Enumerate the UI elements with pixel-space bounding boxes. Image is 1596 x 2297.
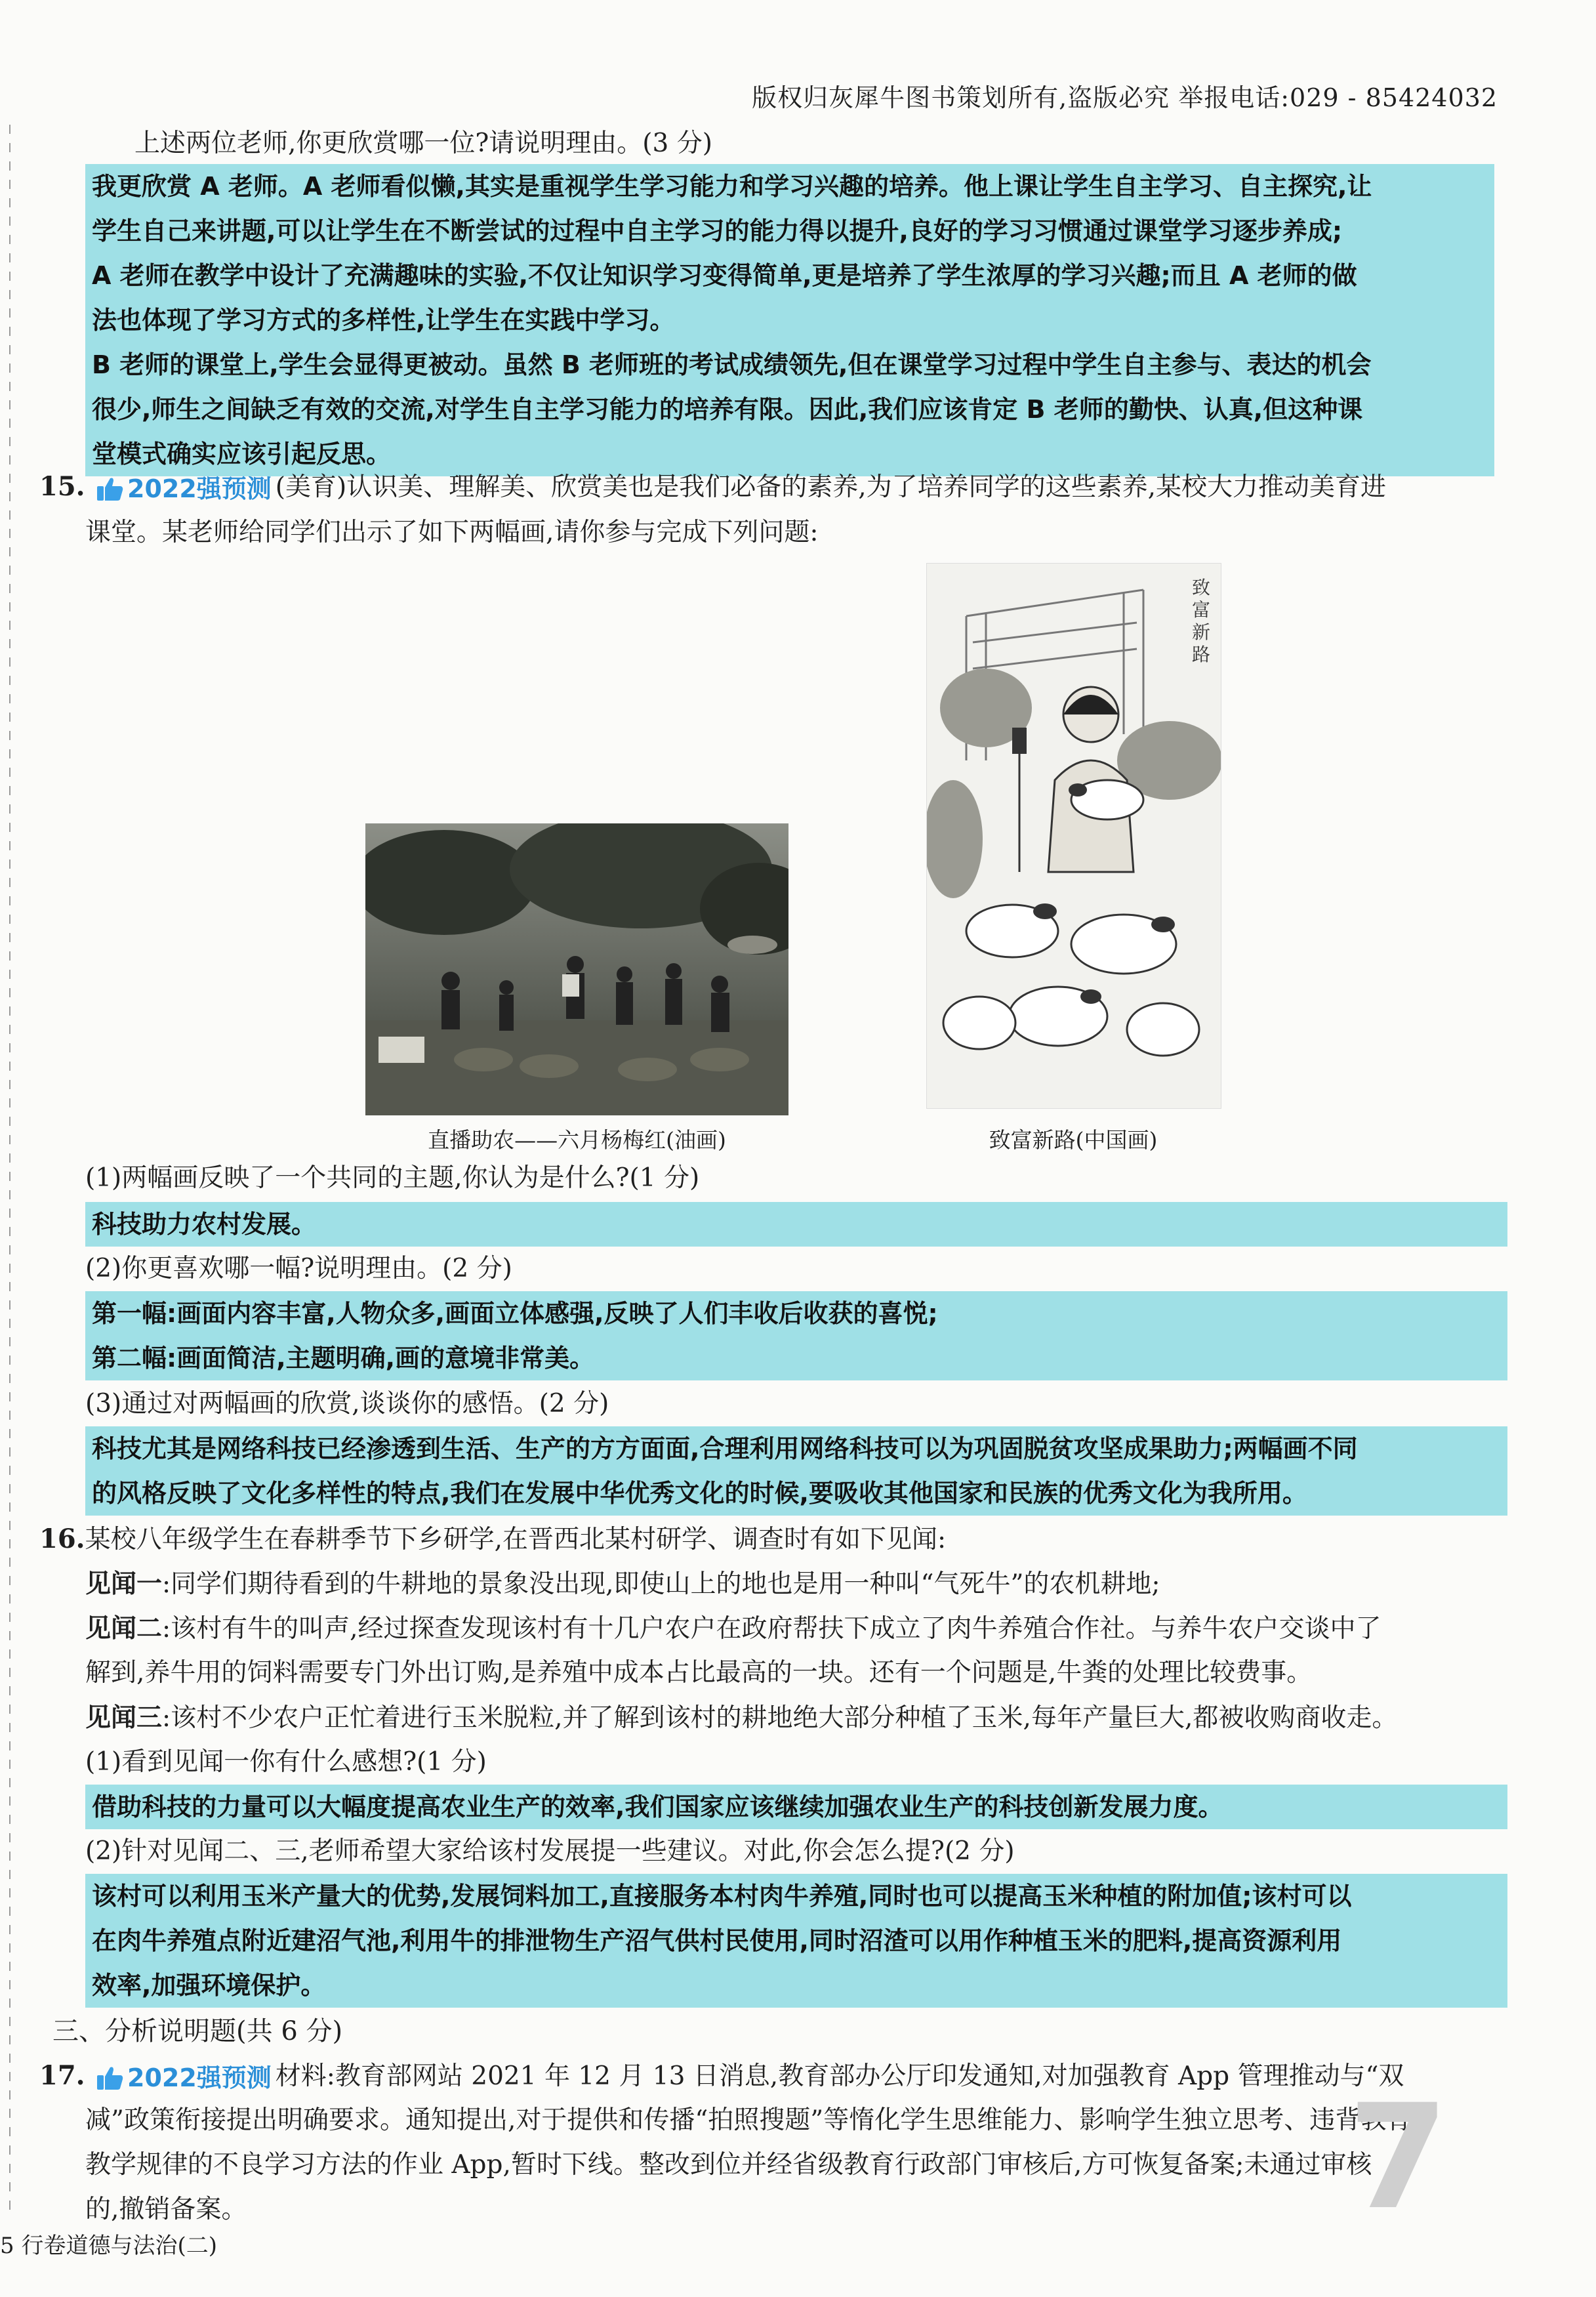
dashed-margin-line bbox=[9, 125, 10, 2211]
q16-sub2-answer bbox=[85, 1874, 1507, 2008]
painting-1-caption: 直播助农——六月杨梅红(油画) bbox=[428, 1127, 726, 1153]
q17-material-text: 材料:教育部网站 2021 年 12 月 13 日消息,教育部办公厅印发通知,对加强教育 App 管理推动与“双 bbox=[275, 2061, 1404, 2091]
question-number: 16. bbox=[39, 1523, 85, 1554]
q16-sub1-question: (1)看到见闻一你有什么感想?(1 分) bbox=[85, 1747, 487, 1777]
q16-sub2-question: (2)针对见闻二、三,老师希望大家给该村发展提一些建议。对此,你会怎么提?(2 分) bbox=[85, 1836, 1015, 1866]
q17-line1 bbox=[39, 2054, 1515, 2100]
answer-line: 我更欣赏 A 老师。A 老师看似懒,其实是重视学生学习能力和学习兴趣的培养。他上课让学生自主学习、自主探究,让 bbox=[92, 172, 1372, 201]
answer-line: 借助科技的力量可以大幅度提高农业生产的效率,我们国家应该继续加强农业生产的科技创新发展力度。 bbox=[92, 1792, 1223, 1821]
painting-road-to-wealth-image bbox=[927, 564, 1221, 1108]
q16-observation-1 bbox=[85, 1562, 1160, 1607]
q16-observation-3 bbox=[85, 1695, 1397, 1741]
question-number: 15. bbox=[39, 471, 85, 502]
q14-question: 上述两位老师,你更欣赏哪一位?请说明理由。(3 分) bbox=[134, 129, 712, 158]
painting-title: 致富新路 bbox=[1192, 577, 1211, 665]
page-watermark-digit: 7 bbox=[1348, 2073, 1449, 2241]
q17-line3: 教学规律的不良学习方法的作业 App,暂时下线。整改到位并经省级教育行政部门审核后,方可恢复备案;未通过审核 bbox=[85, 2150, 1372, 2180]
answer-line: 的风格反映了文化多样性的特点,我们在发展中华优秀文化的时候,要吸收其他国家和民族的优秀文化为我所用。 bbox=[92, 1479, 1307, 1508]
answer-line: 该村可以利用玉米产量大的优势,发展饲料加工,直接服务本村肉牛养殖,同时也可以提高玉米种植的附加值;该村可以 bbox=[92, 1882, 1352, 1911]
q15-stem-line2: 课堂。某老师给同学们出示了如下两幅画,请你参与完成下列问题: bbox=[85, 518, 819, 547]
observation-text: :该村有牛的叫声,经过探查发现该村有十几户农户在政府帮扶下成立了肉牛养殖合作社。与养牛农户交谈中了 bbox=[162, 1614, 1381, 1644]
q15-sub2-answer bbox=[85, 1291, 1507, 1380]
q16-observation-2b: 解到,养牛用的饲料需要专门外出订购,是养殖中成本占比最高的一块。还有一个问题是,牛粪的处理比较费事。 bbox=[85, 1658, 1313, 1687]
q16-sub1-answer bbox=[85, 1785, 1507, 1829]
thumbs-up-icon bbox=[96, 476, 125, 502]
q16-stem bbox=[39, 1517, 946, 1562]
prediction-badge bbox=[96, 2056, 272, 2100]
q14-answer bbox=[85, 164, 1494, 476]
badge-label: 2022强预测 bbox=[127, 2063, 272, 2092]
q15-stem bbox=[39, 465, 1496, 511]
answer-line: 科技尤其是网络科技已经渗透到生活、生产的方方面面,合理利用网络科技可以为巩固脱贫攻坚成果助力;两幅画不同 bbox=[92, 1434, 1358, 1463]
q17-line4: 的,撤销备案。 bbox=[85, 2195, 247, 2224]
section-heading: 三、分析说明题(共 6 分) bbox=[52, 2016, 343, 2046]
q15-sub3-answer bbox=[85, 1426, 1507, 1516]
q15-sub3-question: (3)通过对两幅画的欣赏,谈谈你的感悟。(2 分) bbox=[85, 1389, 609, 1418]
badge-label: 2022强预测 bbox=[127, 474, 272, 503]
q15-sub2-question: (2)你更喜欢哪一幅?说明理由。(2 分) bbox=[85, 1254, 512, 1283]
q15-sub1-question: (1)两幅画反映了一个共同的主题,你认为是什么?(1 分) bbox=[85, 1163, 700, 1193]
painting-road-to-wealth bbox=[926, 563, 1221, 1109]
painting-2-caption: 致富新路(中国画) bbox=[989, 1127, 1158, 1153]
answer-line: 科技助力农村发展。 bbox=[92, 1210, 317, 1239]
observation-label: 见闻二 bbox=[85, 1613, 163, 1644]
painting-live-farming bbox=[365, 823, 788, 1115]
q15-stem-line1: (美育)认识美、理解美、欣赏美也是我们必备的素养,为了培养同学的这些素养,某校大力推动美育进 bbox=[275, 472, 1386, 502]
answer-line: 第一幅:画面内容丰富,人物众多,画面立体感强,反映了人们丰收后收获的喜悦; bbox=[92, 1299, 938, 1328]
answer-line: 效率,加强环境保护。 bbox=[92, 1971, 326, 2000]
answer-line: 学生自己来讲题,可以让学生在不断尝试的过程中自主学习的能力得以提升,良好的学习习惯通过课堂学习逐步养成; bbox=[92, 217, 1343, 245]
copyright-notice: 版权归灰犀牛图书策划所有,盗版必究 举报电话:029 - 85424032 bbox=[752, 83, 1498, 112]
answer-line: B 老师的课堂上,学生会显得更被动。虽然 B 老师班的考试成绩领先,但在课堂学习过程中学生自主参与、表达的机会 bbox=[92, 350, 1372, 379]
question-number: 17. bbox=[39, 2060, 85, 2091]
painting-live-farming-image bbox=[365, 823, 788, 1115]
answer-line: 法也体现了学习方式的多样性,让学生在实践中学习。 bbox=[92, 306, 675, 335]
observation-label: 见闻三 bbox=[85, 1703, 163, 1733]
q16-observation-2 bbox=[85, 1606, 1381, 1651]
thumbs-up-icon bbox=[96, 2065, 125, 2091]
answer-line: 在肉牛养殖点附近建沼气池,利用牛的排泄物生产沼气供村民使用,同时沼渣可以用作种植玉米的肥料,提高资源利用 bbox=[92, 1926, 1342, 1955]
answer-line: A 老师在教学中设计了充满趣味的实验,不仅让知识学习变得简单,更是培养了学生浓厚的学习兴趣;而且 A 老师的做 bbox=[92, 261, 1357, 290]
answer-line: 堂模式确实应该引起反思。 bbox=[92, 440, 392, 468]
answer-line: 很少,师生之间缺乏有效的交流,对学生自主学习能力的培养有限。因此,我们应该肯定 B 老师的勤快、认真,但这种课 bbox=[92, 395, 1363, 424]
prediction-badge bbox=[96, 466, 272, 511]
q16-stem-text: 某校八年级学生在春耕季节下乡研学,在晋西北某村研学、调查时有如下见闻: bbox=[85, 1525, 947, 1554]
observation-text: :同学们期待看到的牛耕地的景象没出现,即使山上的地也是用一种叫“气死牛”的农机耕地; bbox=[162, 1569, 1160, 1599]
answer-line: 第二幅:画面简洁,主题明确,画的意境非常美。 bbox=[92, 1344, 595, 1373]
q17-line2: 减”政策衔接提出明确要求。通知提出,对于提供和传播“拍照搜题”等惰化学生思维能力、影响学生独立思考、违背教育 bbox=[85, 2105, 1412, 2135]
q15-sub1-answer bbox=[85, 1202, 1507, 1247]
observation-label: 见闻一 bbox=[85, 1569, 163, 1599]
page-footer: 5 行卷道德与法治(二) bbox=[0, 2233, 217, 2259]
observation-text: :该村不少农户正忙着进行玉米脱粒,并了解到该村的耕地绝大部分种植了玉米,每年产量巨大,都被收购商收走。 bbox=[162, 1703, 1398, 1733]
